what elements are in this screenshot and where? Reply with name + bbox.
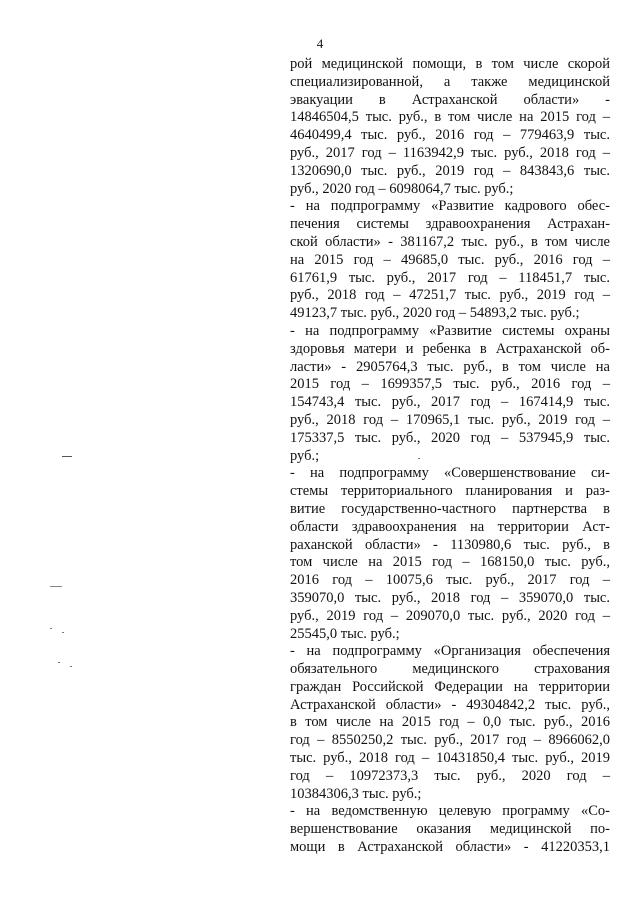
text-line: мощи в Астраханской области» - 41220353,1 xyxy=(290,839,610,856)
text-line: области здравоохранения на территории Аст- xyxy=(290,518,610,535)
text-line: руб., 2018 год – 47251,7 тыс. руб., 2019 год – xyxy=(290,287,610,304)
text-line: 10384306,3 тыс. руб.; xyxy=(290,785,422,802)
text-line: вершенствование оказания медицинской по- xyxy=(290,821,610,838)
text-line: 49123,7 тыс. руб., 2020 год – 54893,2 тыс. руб.; xyxy=(290,305,580,322)
page-number: 4 xyxy=(316,36,324,51)
text-line: тыс. руб., 2018 год – 10431850,4 тыс. руб., 2019 xyxy=(290,750,610,767)
text-line: здоровья матери и ребенка в Астраханской об- xyxy=(290,340,610,357)
scan-speck xyxy=(50,628,52,629)
text-line: - на подпрограмму «Совершенствование си- xyxy=(290,465,610,482)
text-line: 14846504,5 тыс. руб., в том числе на 2015 год – xyxy=(290,109,610,126)
scan-speck xyxy=(70,666,72,667)
text-line: печения системы здравоохранения Астрахан- xyxy=(290,216,610,233)
text-line: в том числе на 2015 год – 0,0 тыс. руб., 2016 xyxy=(290,714,610,731)
text-line: ской области» - 381167,2 тыс. руб., в том числе xyxy=(290,233,610,250)
text-line: 359070,0 тыс. руб., 2018 год – 359070,0 тыс. xyxy=(290,589,610,606)
text-line: специализированной, а также медицинской xyxy=(290,73,610,90)
text-line: 61761,9 тыс. руб., 2017 год – 118451,7 тыс. xyxy=(290,269,610,286)
margin-dash-mark xyxy=(50,586,62,587)
text-line: стемы территориального планирования и раз- xyxy=(290,483,610,500)
scan-speck xyxy=(62,632,64,633)
text-paragraph xyxy=(290,198,610,323)
text-line: руб.; xyxy=(290,447,320,464)
text-line: 1320690,0 тыс. руб., 2019 год – 843843,6 тыс. xyxy=(290,162,610,179)
text-line: - на ведомственную целевую программу «Со- xyxy=(290,803,610,820)
text-paragraph xyxy=(290,803,610,856)
text-line: Астраханской области» - 49304842,2 тыс. руб., xyxy=(290,696,610,713)
text-paragraph xyxy=(290,643,610,803)
text-line: эвакуации в Астраханской области» - xyxy=(290,91,610,108)
body-text xyxy=(290,56,610,857)
text-line: 2016 год – 10075,6 тыс. руб., 2017 год – xyxy=(290,572,610,589)
text-line: 175337,5 тыс. руб., 2020 год – 537945,9 тыс. xyxy=(290,429,610,446)
text-line: руб., 2018 год – 170965,1 тыс. руб., 2019 год – xyxy=(290,411,610,428)
text-line: руб., 2017 год – 1163942,9 тыс. руб., 2018 год – xyxy=(290,144,610,161)
text-paragraph xyxy=(290,323,610,465)
text-paragraph xyxy=(290,465,610,643)
text-line: граждан Российской Федерации на территории xyxy=(290,678,610,695)
text-line: год – 10972373,3 тыс. руб., 2020 год – xyxy=(290,767,610,784)
text-line: - на подпрограмму «Развитие системы охраны xyxy=(290,322,610,339)
text-line: руб., 2019 год – 209070,0 тыс. руб., 2020 год – xyxy=(290,607,610,624)
text-line: 4640499,4 тыс. руб., 2016 год – 779463,9 тыс. xyxy=(290,127,610,144)
text-paragraph xyxy=(290,56,610,198)
scan-speck xyxy=(58,662,60,663)
text-line: 2015 год – 1699357,5 тыс. руб., 2016 год – xyxy=(290,376,610,393)
text-line: год – 8550250,2 тыс. руб., 2017 год – 8966062,0 xyxy=(290,732,610,749)
text-line: рой медицинской помощи, в том числе скорой xyxy=(290,56,610,72)
text-line: том числе на 2015 год – 168150,0 тыс. руб., xyxy=(290,554,610,571)
text-line: витие государственно-частного партнерства в xyxy=(290,500,610,517)
text-line: ласти» - 2905764,3 тыс. руб., в том числе на xyxy=(290,358,610,375)
text-line: 25545,0 тыс. руб.; xyxy=(290,625,400,642)
text-line: руб., 2020 год – 6098064,7 тыс. руб.; xyxy=(290,180,514,197)
text-line: на 2015 год – 49685,0 тыс. руб., 2016 год – xyxy=(290,251,610,268)
text-line: обязательного медицинского страхования xyxy=(290,661,610,678)
text-line: - на подпрограмму «Организация обеспечения xyxy=(290,643,610,660)
text-line: 154743,4 тыс. руб., 2017 год – 167414,9 тыс. xyxy=(290,394,610,411)
scan-speck xyxy=(418,458,420,459)
text-line: - на подпрограмму «Развитие кадрового обес- xyxy=(290,198,610,215)
margin-dash-mark xyxy=(62,456,72,457)
text-line: раханской области» - 1130980,6 тыс. руб., в xyxy=(290,536,610,553)
